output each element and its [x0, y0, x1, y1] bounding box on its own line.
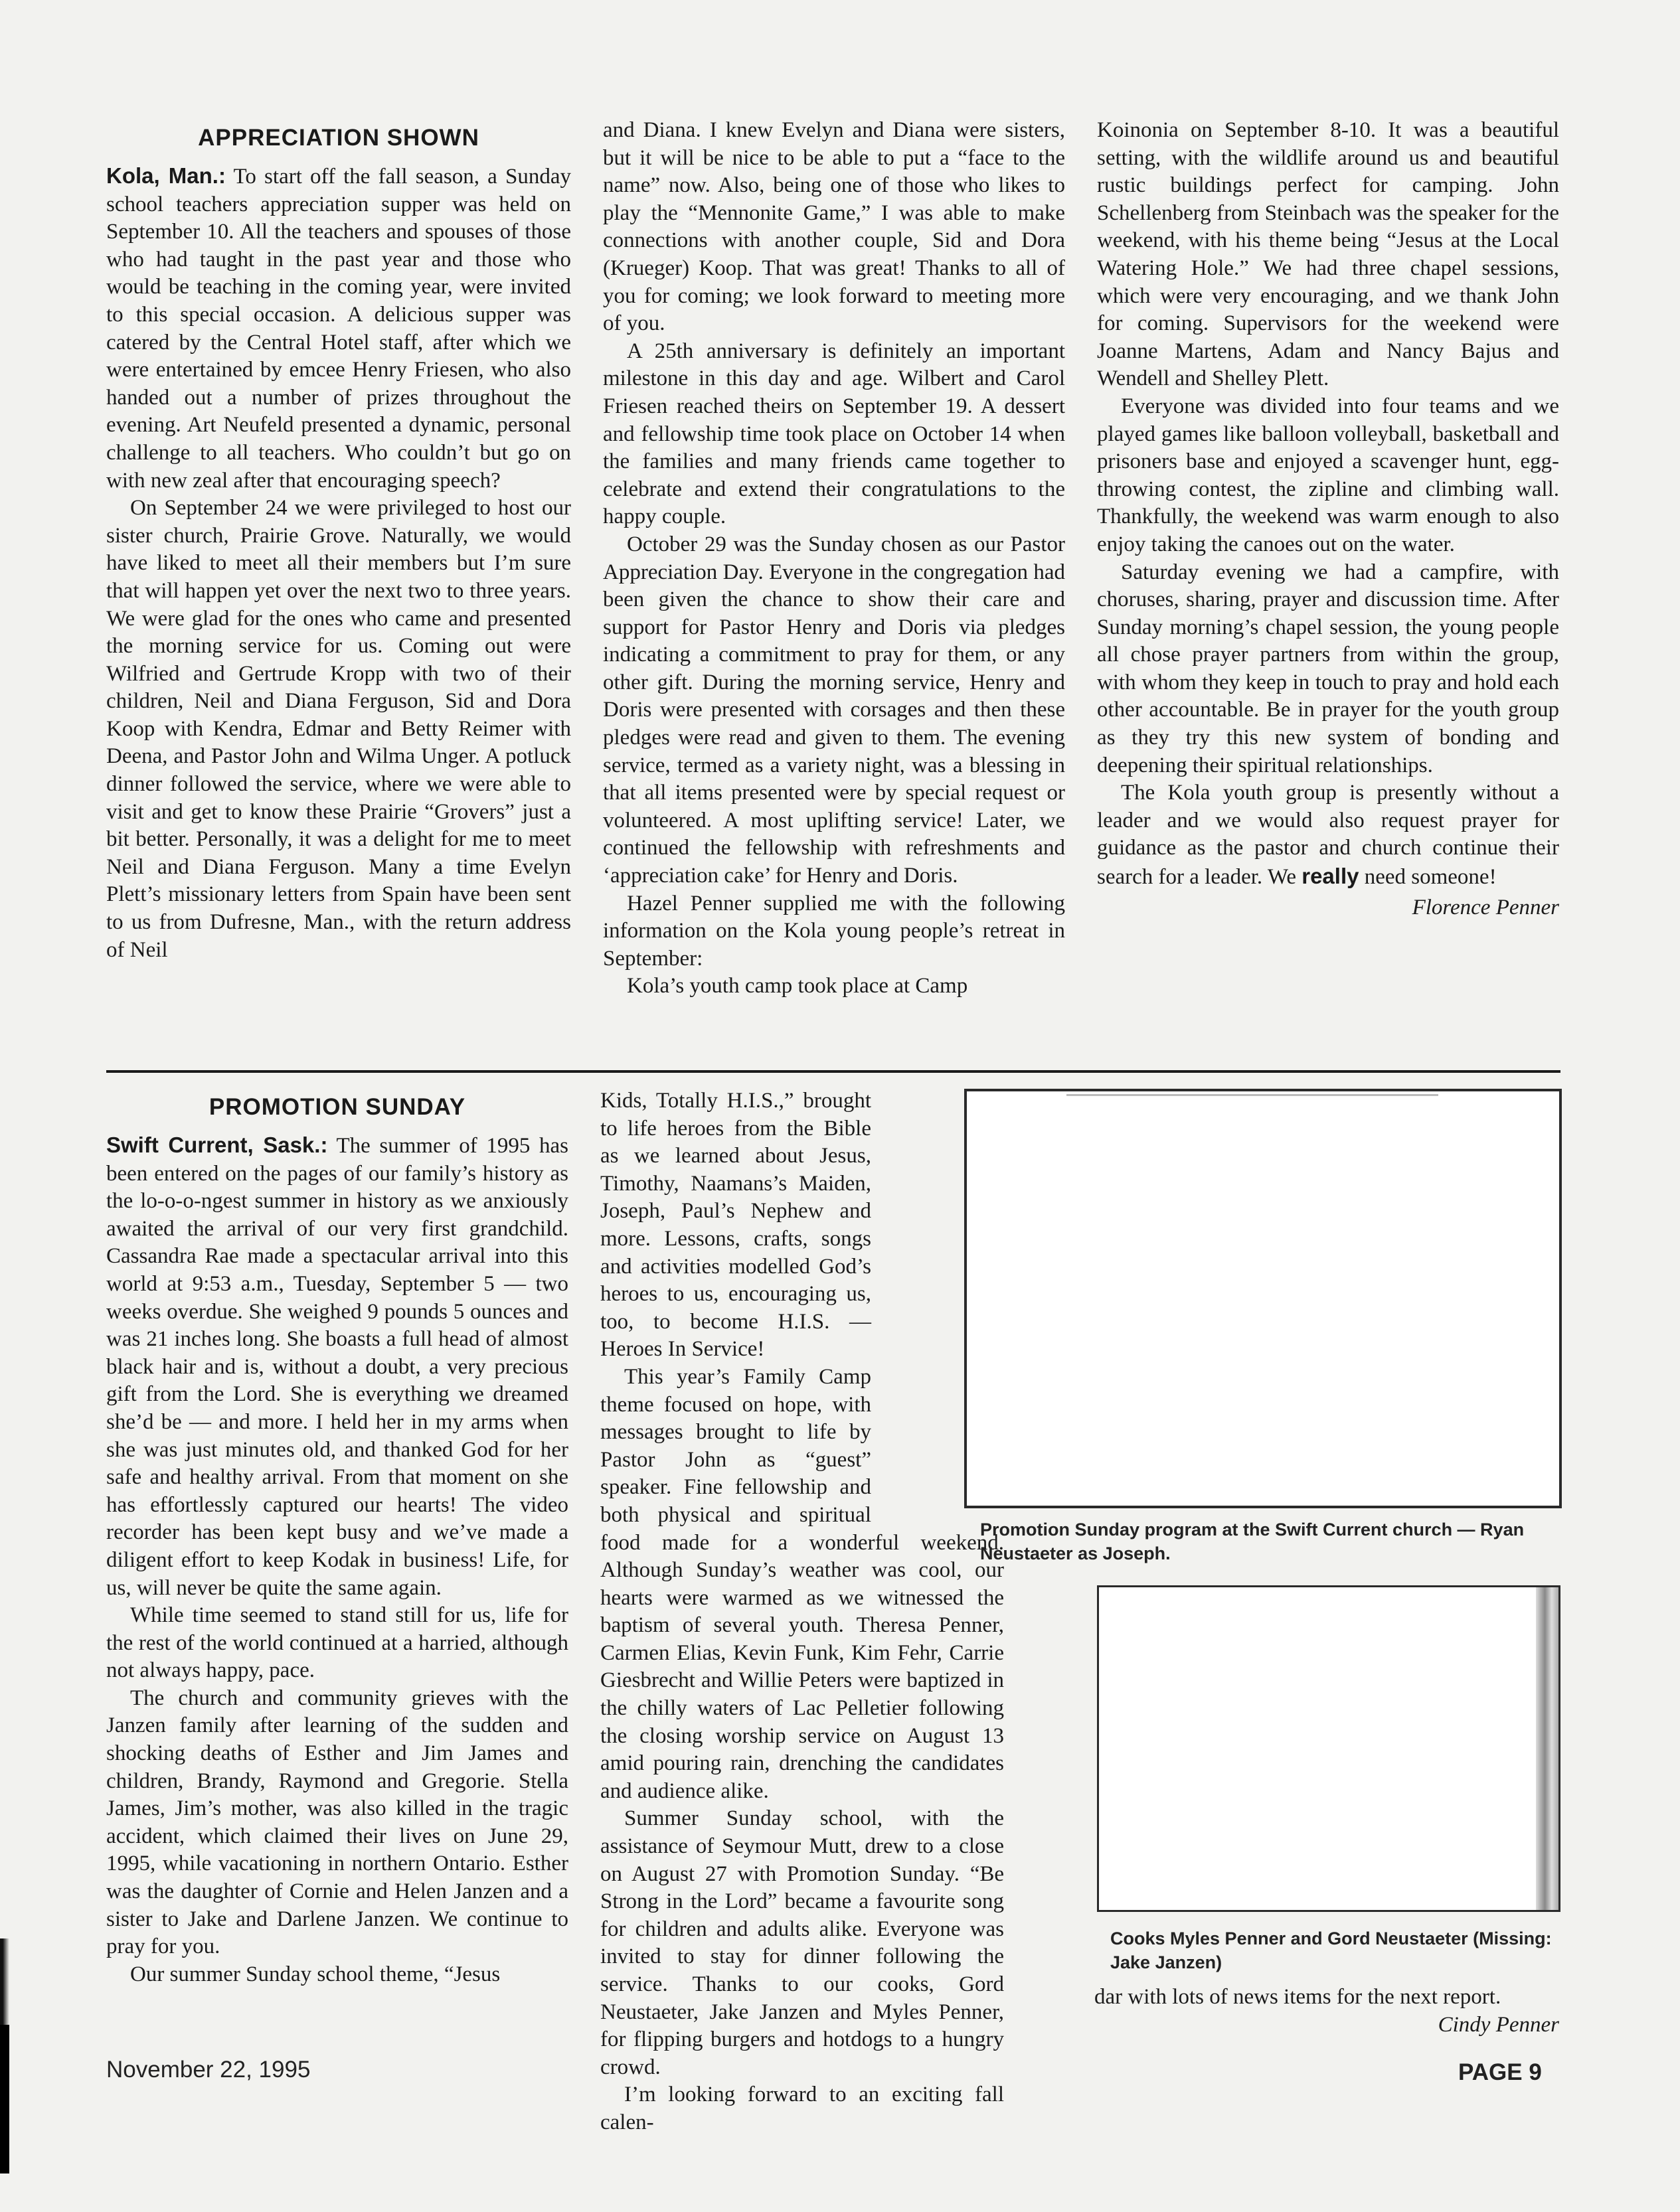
- article2-signature: Cindy Penner: [1438, 2012, 1559, 2037]
- article-divider: [106, 1070, 1560, 1073]
- footer-date: November 22, 1995: [106, 2057, 311, 2083]
- article1-paragraph: [106, 162, 571, 495]
- article2-paragraph: The church and community grieves with the Janzen family after learning of the sudden and shocking deaths of Esther and Jim James and children, Brandy, Raymond and Gregorie. Stella James, Jim’s mother, was also killed in the tragic accident, which claimed their lives on June 29, 1995, while vacationing in northern Ontario. Esther was the daughter of Cornie and Helen Janzen and a sister to Jake and Darlene Janzen. We continue to pray for you.: [106, 1686, 568, 1959]
- article1-paragraph: Saturday evening we had a campfire, with choruses, sharing, prayer and discussion time. After Sunday morning’s chapel session, the young people all chose prayer partners from within the group, with whom they keep in touch to pray and hold each other accountable. Be in prayer for the youth group as they try this new system of bonding and deepening their spiritual relationships.: [1097, 560, 1559, 777]
- article2-paragraph: Kids, Totally H.I.S.,” brought to life heroes from the Bible as we learned about Jesus, Timothy, Naamans’s Maiden, Joseph, Paul’s Nephew and more. Lessons, crafts, songs and activities modelled God’s heroes to us, encouraging us, too, to become H.I.S. — Heroes In Service!: [600, 1089, 871, 1362]
- article1-column-2: [603, 117, 1065, 1000]
- article1-headline: APPRECIATION SHOWN: [198, 125, 479, 151]
- photo-artifact-line: [1066, 1094, 1438, 1096]
- article1-paragraph: Kola’s youth camp took place at Camp: [627, 974, 968, 998]
- photo2-caption: Cooks Myles Penner and Gord Neustaeter (Missing: Jake Janzen): [1110, 1929, 1552, 1972]
- article1-column-3: [1097, 117, 1559, 921]
- photo-cooks: [1097, 1585, 1560, 1912]
- photo-promotion-sunday: [964, 1089, 1562, 1508]
- article1-paragraph: [1097, 779, 1559, 891]
- article2-paragraph: This year’s Family Camp theme focused on hope, with messages brought to life by Pastor John as “guest” speaker. Fine fellowship and both physical and spiritual food made for a wonderful weekend. Although Sunday’s weather was cool, our hearts were warmed as we witnessed the baptism of several youth. Theresa Penner, Carmen Elias, Kevin Funk, Kim Fehr, Carrie Giesbrecht and Willie Peters were baptized in the chilly waters of Lac Pelletier following the closing worship service on August 13 amid pouring rain, drenching the candidates and audience alike.: [600, 1364, 1004, 1803]
- article1-signature: Florence Penner: [1412, 895, 1559, 919]
- footer-page-number: PAGE 9: [1458, 2059, 1542, 2085]
- article2-paragraph: dar with lots of news items for the next report.: [1094, 1985, 1501, 2009]
- article2-dateline: Swift Current, Sask.:: [106, 1133, 328, 1157]
- photo1-caption: Promotion Sunday program at the Swift Current church — Ryan Neustaeter as Joseph.: [980, 1520, 1525, 1563]
- article2-paragraph: Our summer Sunday school theme, “Jesus: [130, 1962, 501, 1986]
- article2-headline: PROMOTION SUNDAY: [209, 1094, 466, 1120]
- article1-paragraph: and Diana. I knew Evelyn and Diana were sisters, but it will be nice to be able to put a “face to the name” now. Also, being one of those who likes to play the “Mennonite Game,” I was able to make connections with another couple, Sid and Dora (Krueger) Koop. That was great! Thanks to all of you for coming; we look forward to meeting more of you.: [603, 118, 1065, 336]
- emphasis-really: really: [1302, 864, 1359, 889]
- photo-edge-shade: [1536, 1587, 1558, 1910]
- article1-paragraph: A 25th anniversary is definitely an important milestone in this day and age. Wilbert and Carol Friesen reached theirs on September 19. A dessert and fellowship time took place on October 14 when the families and many friends came together to celebrate and extend their congratulations to the happy couple.: [603, 339, 1065, 529]
- scan-edge-shadow: [0, 2025, 9, 2173]
- article1-text: The Kola youth group is presently without a leader and we would also request prayer for guidance as the pastor and church continue their search for a leader. We: [1097, 781, 1559, 890]
- article2-paragraph: [106, 1131, 568, 1602]
- article1-paragraph: Hazel Penner supplied me with the following information on the Kola young people’s retreat in September:: [603, 891, 1065, 971]
- article2-paragraph: While time seemed to stand still for us, life for the rest of the world continued at a harried, although not always happy, pace.: [106, 1603, 568, 1683]
- article1-text: need someone!: [1359, 865, 1497, 890]
- article2-text: The summer of 1995 has been entered on the pages of our family’s history as the lo-o-o-ngest summer in history as we anxiously awaited the arrival of our very first grandchild. Cassandra Rae made a spectacular arrival into this world at 9:53 a.m., Tuesday, September 5 — two weeks overdue. She weighed 9 pounds 5 ounces and was 21 inches long. She boasts a full head of almost black hair and is, without a doubt, a very precious gift from the Lord. She is everything we dreamed she’d be — and more. I held her in my arms when she was just minutes old, and thanked God for her safe and healthy arrival. From that moment on she has effortlessly captured our hearts! The video recorder has been kept busy and we’ve made a diligent effort to keep Kodak in business! Life, for us, will never be quite the same again.: [106, 1134, 568, 1600]
- article2-column-1: [106, 1093, 568, 1988]
- article2-paragraph: I’m looking forward to an exciting fall calen-: [600, 2083, 1004, 2134]
- article1-dateline: Kola, Man.:: [106, 163, 226, 188]
- article1-paragraph: On September 24 we were privileged to host our sister church, Prairie Grove. Naturally, we would have liked to meet all their members but I’m sure that will happen yet over the next two to three years. We were glad for the ones who came and presented the morning service for us. Coming out were Wilfried and Gertrude Kropp with two of their children, Neil and Diana Ferguson, Sid and Dora Koop with Kendra, Edmar and Betty Reimer with Deena, and Pastor John and Wilma Unger. A potluck dinner followed the service, where we were able to visit and get to know these Prairie “Grovers” just a bit better. Personally, it was a delight for me to meet Neil and Diana Ferguson. Many a time Evelyn Plett’s missionary letters from Spain have been sent to us from Dufresne, Man., with the return address of Neil: [106, 496, 571, 962]
- article1-column-1: [106, 123, 571, 964]
- article1-paragraph: October 29 was the Sunday chosen as our Pastor Appreciation Day. Everyone in the congregation had been given the chance to show their care and support for Pastor Henry and Doris via pledges indicating a commitment to pray for them, or any other gift. During the morning service, Henry and Doris were presented with corsages and then these pledges were read and given to them. The evening service, termed as a variety night, was a blessing in that all items presented were by special request or volunteered. A most uplifting service! Later, we continued the fellowship with refreshments and ‘appreciation cake’ for Henry and Doris.: [603, 532, 1065, 888]
- article2-column-3: [1094, 1984, 1559, 2039]
- article1-text: To start off the fall season, a Sunday school teachers appreciation supper was held on September 10. All the teachers and spouses of those who had taught in the past year and those who would be teaching in the coming year, were invited to this special occasion. A delicious supper was catered by the Central Hotel staff, after which we were entertained by emcee Henry Friesen, who also handed out a number of prizes throughout the evening. Art Neufeld presented a dynamic, personal challenge to all teachers. Who couldn’t but go on with new zeal after that encouraging speech?: [106, 165, 571, 493]
- article1-paragraph: Everyone was divided into four teams and we played games like balloon volleyball, basketball and prisoners base and enjoyed a scavenger hunt, egg-throwing contest, the zipline and climbing wall. Thankfully, the weekend was warm enough to also enjoy taking the canoes out on the water.: [1097, 394, 1559, 556]
- article2-paragraph: Summer Sunday school, with the assistance of Seymour Mutt, drew to a close on August 27 with Promotion Sunday. “Be Strong in the Lord” became a favourite song for children and adults alike. Everyone was invited to stay for dinner following the service. Thanks to our cooks, Gord Neustaeter, Jake Janzen and Myles Penner, for flipping burgers and hotdogs to a hungry crowd.: [600, 1806, 1004, 2079]
- article1-paragraph: Koinonia on September 8-10. It was a beautiful setting, with the wildlife around us and beautiful rustic buildings perfect for camping. John Schellenberg from Steinbach was the speaker for the weekend, with his theme being “Jesus at the Local Watering Hole.” We had three chapel sessions, which were very encouraging, and we thank John for coming. Supervisors for the weekend were Joanne Martens, Adam and Nancy Bajus and Wendell and Shelley Plett.: [1097, 118, 1559, 391]
